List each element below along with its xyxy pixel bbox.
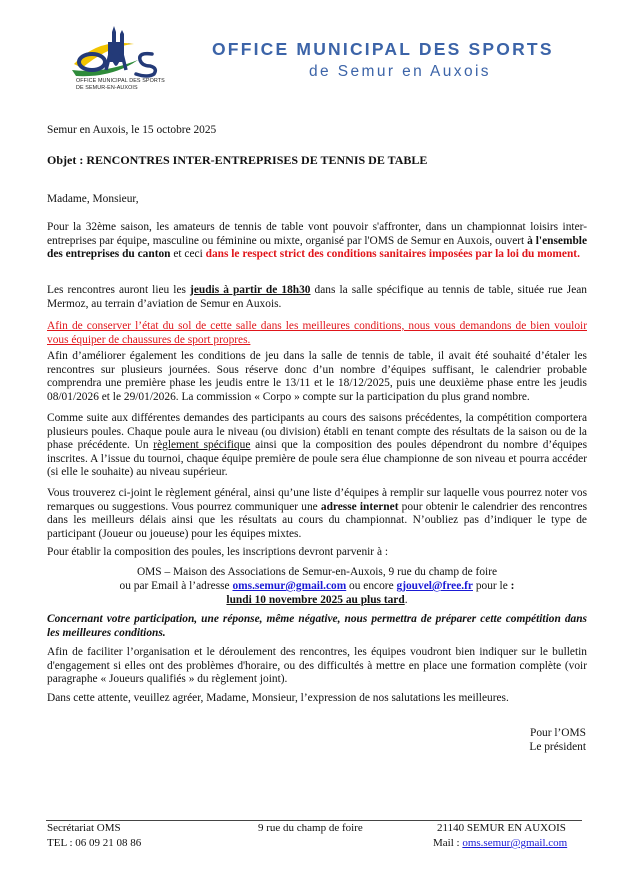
org-subtitle: de Semur en Auxois — [309, 63, 491, 80]
addr-colon: : — [510, 580, 515, 592]
addr-text: ou par Email à l’adresse — [119, 580, 233, 592]
oms-emblem-icon — [68, 24, 172, 80]
p1-text: Pour la 32ème saison, les amateurs de tennis de table vont pouvoir s'affronter, dans un championnat loisirs inter-entreprises par équipe, masculine ou féminine ou mixte, organisé par l'OMS de Semur en Auxois, ouvert — [47, 221, 587, 247]
letter-date: Semur en Auxois, le 15 octobre 2025 — [47, 124, 217, 136]
oms-logo — [68, 24, 172, 102]
footer-mail — [433, 837, 567, 850]
footer-mail-link[interactable]: oms.semur@gmail.com — [462, 837, 568, 849]
p1-bold: à l'ensemble des entreprises du canton — [47, 234, 587, 260]
p6-text: Vous trouverez ci-joint le règlement général, ainsi qu’une liste d’équipes à remplir sur laquelle vous pourrez noter vos remarques ou suggestions. Vous pourrez communiquer une — [47, 487, 587, 513]
paragraph-participation: Concernant votre participation, une réponse, même négative, nous permettra de préparer cette compétition dans les meilleures conditions. — [47, 613, 587, 639]
address-line2 — [47, 580, 587, 594]
p2-bold: jeudis à partir de 18h30 — [190, 284, 311, 296]
addr-text3: pour le — [472, 580, 511, 592]
p5-text2: ainsi que la composition des poules dépendront du nombre d’équipes inscrites. A l’issue du tournoi, chaque équipe première de poule sera élue championne de son niveau et pourra accéder (si elle le souhaite) au niveau supérieur. — [47, 439, 588, 478]
signature-oms: Pour l’OMS — [529, 727, 586, 739]
footer-street: 9 rue du champ de foire — [258, 822, 363, 834]
paragraph-closing: Dans cette attente, veuillez agréer, Madame, Monsieur, l’expression de nos salutations les meilleures. — [47, 692, 509, 704]
email-link-oms[interactable]: oms.semur@gmail.com — [232, 580, 347, 592]
logo-tag-line1: OFFICE MUNICIPAL DES SPORTS — [76, 78, 165, 84]
footer-city: 21140 SEMUR EN AUXOIS — [437, 822, 566, 834]
paragraph-organisation: Afin de faciliter l’organisation et le déroulement des rencontres, les équipes voudront bien indiquer sur le bulletin d'engagement si elles ont des problèmes d'horaire, ou des difficultés à mettre en place une formation complète (voir paragraphe « Joueurs qualifiés » du règlement joint). — [47, 646, 587, 685]
signature-president: Le président — [529, 741, 586, 753]
p2-text2: dans la salle spécifique au tennis de table, située rue Jean Mermoz, au terrain d’aviation de Semur en Auxois. — [47, 284, 587, 310]
p1-red: dans le respect strict des conditions sanitaires imposées par la loi du moment. — [205, 248, 580, 260]
org-title: OFFICE MUNICIPAL DES SPORTS — [212, 39, 554, 59]
footer-tel: TEL : 06 09 21 08 86 — [47, 837, 142, 849]
deadline: lundi 10 novembre 2025 au plus tard — [226, 594, 405, 606]
logo-tag-line2: DE SEMUR-EN-AUXOIS — [76, 84, 138, 91]
logo-tagline — [76, 78, 172, 91]
paragraph-pools — [47, 412, 587, 480]
p6-bold: adresse internet — [320, 500, 399, 513]
p5-text: Comme suite aux différentes demandes des participants au cours des saisons précédentes, la compétition comportera plusieurs poules. Chaque poule aura le niveau (ou division) établi en tenant compte des résultats de la saison ou de la phase précédente. Un — [47, 412, 587, 451]
address-line1: OMS – Maison des Associations de Semur-en-Auxois, 9 rue du champ de foire — [136, 566, 498, 578]
logo-letters: OMS — [128, 44, 131, 45]
deadline-line — [47, 594, 587, 608]
paragraph-registration: Pour établir la composition des poules, les inscriptions devront parvenir à : — [47, 546, 389, 558]
p5-underline: règlement spécifique — [153, 439, 251, 451]
addr-text2: ou encore — [346, 580, 397, 592]
p1-text2: et ceci — [170, 248, 206, 260]
paragraph-rules — [47, 487, 587, 541]
paragraph-calendar: Afin d’améliorer également les conditions de jeu dans la salle de tennis de table, il avait été souhaité d’étaler les rencontres sur plusieurs journées. Sous réserve donc d’un nombre d’équipes suffisant, le calendrier probable comprendra une première phase les jeudis entre le 13/11 et le 18/12/2025, puis une deuxième phase entre les jeudis 08/01/2026 et le 29/01/2026. La commission « Corpo » compte sur la participation du plus grand nombre. — [47, 350, 587, 403]
footer-secretariat: Secrétariat OMS — [47, 822, 121, 834]
paragraph-intro — [47, 221, 587, 262]
paragraph-schedule — [47, 284, 587, 311]
paragraph-shoes: Afin de conserver l’état du sol de cette salle dans les meilleures conditions, nous vous demandons de bien vouloir vous équiper de chaussures de sport propres. — [47, 320, 587, 346]
salutation: Madame, Monsieur, — [47, 193, 139, 205]
p2-text: Les rencontres auront lieu les — [47, 284, 191, 296]
footer-divider — [46, 820, 582, 821]
email-link-gjouvel[interactable]: gjouvel@free.fr — [396, 580, 473, 592]
footer-mail-label: Mail : — [433, 837, 463, 849]
deadline-end: . — [404, 594, 408, 606]
letter-subject: Objet : RENCONTRES INTER-ENTREPRISES DE TENNIS DE TABLE — [47, 153, 428, 167]
p6-text2: pour obtenir le calendrier des rencontres dans les meilleurs délais ainsi que les résultats au cours du championnat. N’oubliez pas d’indiquer le type de participant (Joueur ou joueuse) pour les équipes mixtes. — [47, 500, 588, 540]
